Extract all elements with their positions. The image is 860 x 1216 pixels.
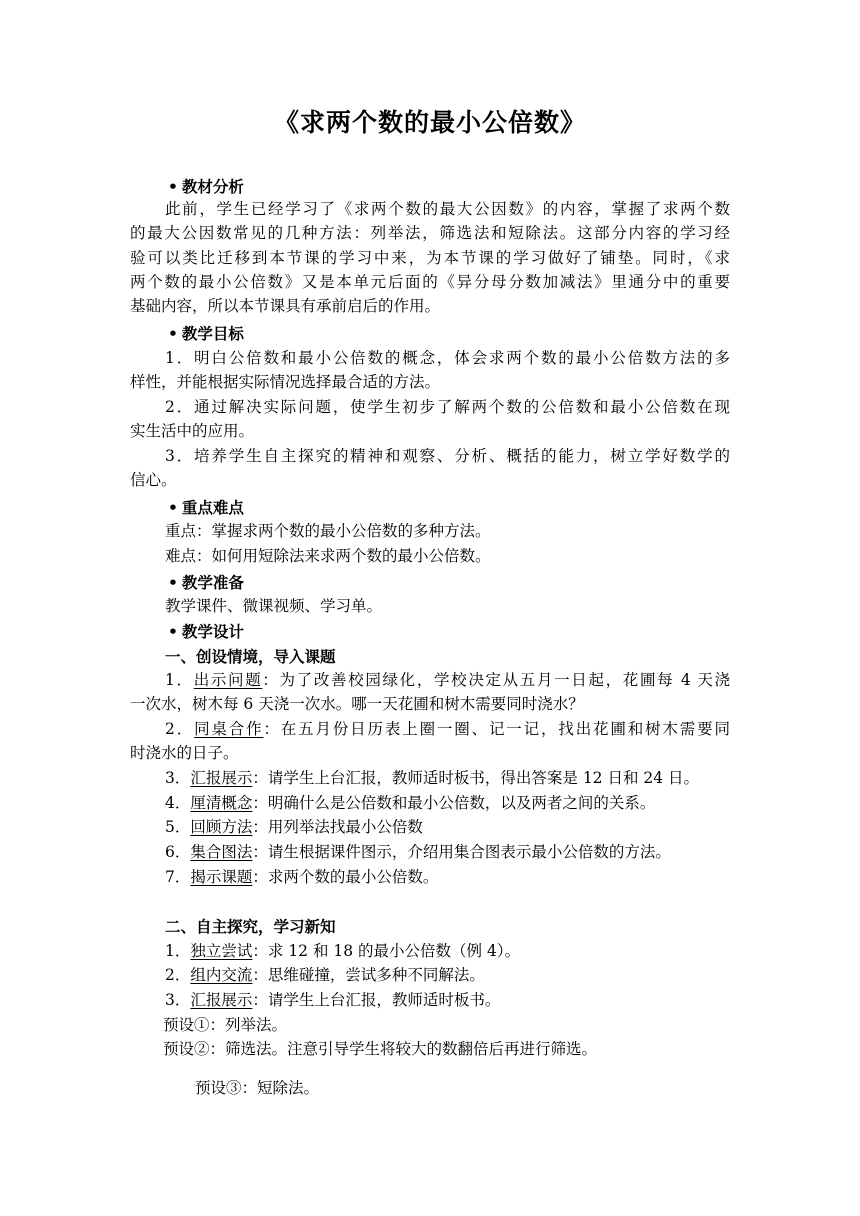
step-item: 4．厘清概念：明确什么是公倍数和最小公倍数，以及两者之间的关系。	[165, 794, 656, 812]
section-heading-teaching-design: • 教学设计	[168, 623, 244, 641]
key-point-line: 重点：掌握求两个数的最小公倍数的多种方法。	[165, 522, 491, 540]
goal-line: 3．培养学生自主探究的精神和观察、分析、概括的能力，树立学好数学的	[165, 447, 730, 465]
bullet-icon: •	[168, 178, 178, 196]
step-item: 3．汇报展示：请学生上台汇报，教师适时板书。	[165, 991, 501, 1009]
paragraph-line: 两个数的最小公倍数》又是本单元后面的《异分母分数加减法》里通分中的重要	[130, 273, 730, 291]
goal-line: 1．明白公倍数和最小公倍数的概念，体会求两个数的最小公倍数方法的多	[165, 349, 730, 367]
preset-line: 预设①：列举法。	[163, 1016, 288, 1034]
step-item: 2．同桌合作：在五月份日历表上圈一圈、记一记，找出花圃和树木需要同	[165, 720, 730, 738]
preset-line: 预设②：筛选法。注意引导学生将较大的数翻倍后再进行筛选。	[163, 1040, 598, 1058]
goal-line: 样性，并能根据实际情况选择最合适的方法。	[130, 373, 441, 391]
preparation-line: 教学课件、微课视频、学习单。	[165, 597, 383, 615]
goal-line: 实生活中的应用。	[130, 422, 255, 440]
goal-line: 2．通过解决实际问题，使学生初步了解两个数的公倍数和最小公倍数在现	[165, 398, 730, 416]
goal-line: 信心。	[130, 471, 177, 489]
step-item: 2．组内交流：思维碰撞，尝试多种不同解法。	[165, 966, 485, 984]
step-item: 1．独立尝试：求 12 和 18 的最小公倍数（例 4）。	[165, 942, 521, 960]
bullet-icon: •	[168, 499, 178, 517]
step-item-continuation: 一次水，树木每 6 天浇一次水。哪一天花圃和树木需要同时浇水？	[130, 695, 584, 713]
bullet-icon: •	[168, 623, 178, 641]
section-heading-textbook-analysis: • 教材分析	[168, 178, 244, 196]
key-point-line: 难点：如何用短除法来求两个数的最小公倍数。	[165, 547, 491, 565]
step-item: 1．出示问题：为了改善校园绿化，学校决定从五月一日起，花圃每 4 天浇	[165, 671, 730, 689]
section-heading-key-points: • 重点难点	[168, 499, 244, 517]
step-item: 3．汇报展示：请学生上台汇报，教师适时板书，得出答案是 12 日和 24 日。	[165, 769, 700, 787]
preset-line: 预设③：短除法。	[195, 1079, 320, 1097]
page-title: 《求两个数的最小公倍数》	[273, 108, 586, 137]
bullet-icon: •	[168, 574, 178, 592]
paragraph-line: 基础内容，所以本节课具有承前启后的作用。	[130, 297, 441, 315]
bullet-icon: •	[168, 325, 178, 343]
step-item: 5．回顾方法：用列举法找最小公倍数	[165, 818, 423, 836]
subsection-heading-part2: 二、自主探究，学习新知	[165, 918, 336, 936]
paragraph-line: 的最大公因数常见的几种方法：列举法，筛选法和短除法。这部分内容的学习经	[130, 224, 730, 242]
paragraph-line: 此前，学生已经学习了《求两个数的最大公因数》的内容，掌握了求两个数	[165, 200, 730, 218]
step-item-continuation: 时浇水的日子。	[130, 744, 239, 762]
section-heading-teaching-goals: • 教学目标	[168, 325, 244, 343]
section-heading-preparation: • 教学准备	[168, 574, 244, 592]
paragraph-line: 验可以类比迁移到本节课的学习中来，为本节课的学习做好了铺垫。同时，《求	[130, 249, 730, 267]
step-item: 6．集合图法：请生根据课件图示，介绍用集合图表示最小公倍数的方法。	[165, 843, 671, 861]
step-item: 7．揭示课题：求两个数的最小公倍数。	[165, 868, 439, 886]
subsection-heading-part1: 一、创设情境，导入课题	[165, 648, 336, 666]
